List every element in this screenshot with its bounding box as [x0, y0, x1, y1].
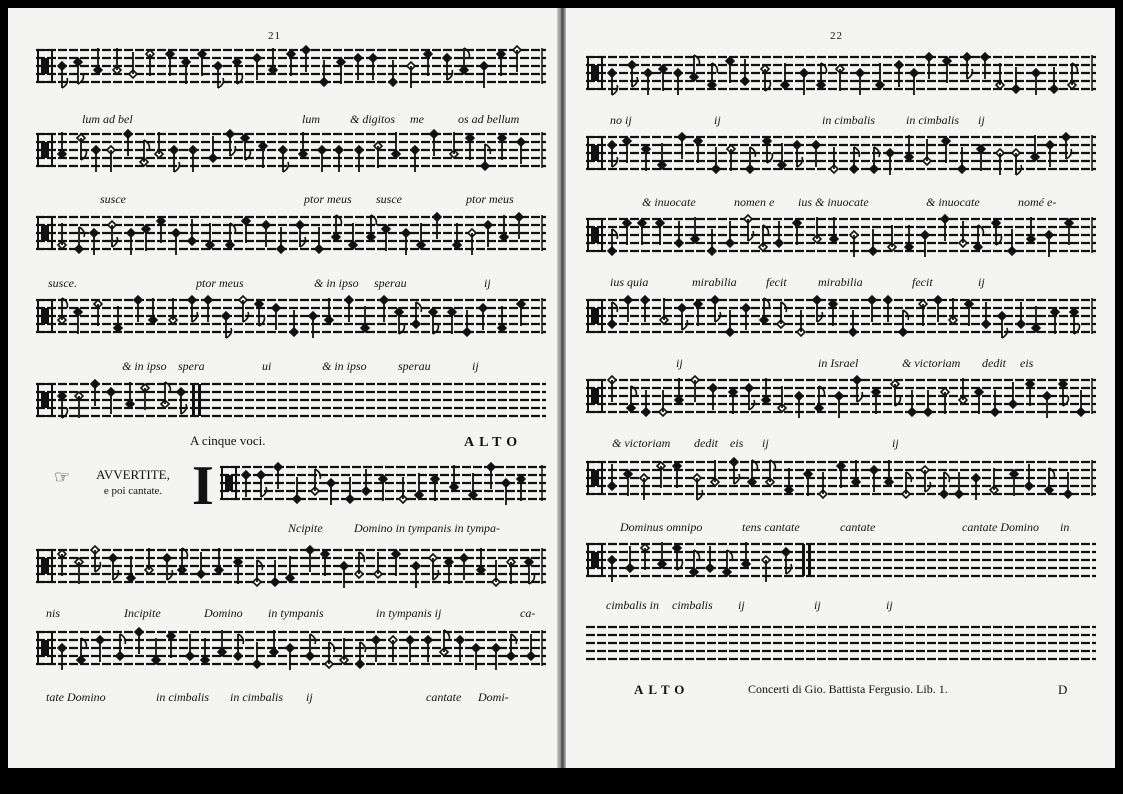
- lyric-syllable: in Israel: [818, 356, 859, 370]
- lyric-syllable: nomé e-: [1018, 195, 1057, 209]
- lyric-syllable: ptor meus: [196, 276, 244, 290]
- lyrics-line: [36, 112, 546, 130]
- lyrics-line: [36, 192, 546, 210]
- lyric-syllable: ij: [814, 598, 821, 612]
- lyrics-line: [586, 195, 1096, 213]
- lyric-syllable: & victoriam: [902, 356, 961, 370]
- staff: [36, 46, 546, 90]
- lyric-syllable: ij: [978, 275, 985, 289]
- lyric-syllable: & victoriam: [612, 436, 671, 450]
- staff: [220, 463, 546, 507]
- lyric-syllable: & in ipso: [314, 276, 359, 290]
- lyric-syllable: ius & inuocate: [798, 195, 869, 209]
- left-system-8: [36, 628, 546, 718]
- lyric-syllable: dedit: [982, 356, 1006, 370]
- lyric-syllable: sperau: [398, 359, 431, 373]
- lyric-syllable: susce: [100, 192, 126, 206]
- lyrics-line: [36, 359, 546, 377]
- lyric-syllable: in tympanis ij: [376, 606, 442, 620]
- lyric-syllable: cantate Domino: [962, 520, 1039, 534]
- lyric-syllable: susce: [376, 192, 402, 206]
- lyric-syllable: in: [1060, 520, 1070, 534]
- right-system-5: [586, 376, 1096, 466]
- lyric-syllable: ij: [762, 436, 769, 450]
- lyric-syllable: cimbalis in: [606, 598, 659, 612]
- lyric-syllable: fecit: [766, 275, 787, 289]
- staff: [36, 213, 546, 257]
- left-system-6: [220, 463, 546, 553]
- book-gutter: [557, 8, 566, 768]
- right-system-4: [586, 296, 1096, 386]
- staff: [36, 628, 546, 672]
- lyric-syllable: ca-: [520, 606, 536, 620]
- lyric-syllable: os ad bellum: [458, 112, 520, 126]
- lyric-syllable: Domino: [204, 606, 243, 620]
- decorated-initial: I: [192, 455, 214, 517]
- lyrics-line: [36, 276, 546, 294]
- lyric-syllable: in tympanis: [268, 606, 324, 620]
- lyric-syllable: lum: [302, 112, 320, 126]
- lyrics-line: [36, 690, 546, 708]
- lyric-syllable: nomen e: [734, 195, 775, 209]
- staff: [586, 540, 1096, 584]
- lyric-syllable: susce.: [48, 276, 77, 290]
- lyric-syllable: ij: [306, 690, 313, 704]
- lyric-syllable: & inuocate: [926, 195, 980, 209]
- right-page-number: 22: [830, 30, 843, 42]
- staff: [586, 296, 1096, 340]
- alto-part-label: ALTO: [464, 435, 523, 450]
- pointing-hand-icon: ☞: [54, 467, 71, 487]
- right-system-3: [586, 215, 1096, 305]
- lyric-syllable: no ij: [610, 113, 632, 127]
- lyrics-line: [586, 356, 1096, 374]
- avvertite-line-1: AVVERTITE,: [96, 467, 170, 482]
- lyrics-line: [586, 436, 1096, 454]
- lyric-syllable: ptor meus: [466, 192, 514, 206]
- staff: [36, 380, 546, 424]
- lyric-syllable: ptor meus: [304, 192, 352, 206]
- lyric-syllable: ij: [676, 356, 683, 370]
- right-system-6: [586, 458, 1096, 548]
- left-system-7: [36, 546, 546, 636]
- lyric-syllable: cantate: [426, 690, 462, 704]
- lyrics-line: [586, 520, 1096, 538]
- lyric-syllable: dedit: [694, 436, 718, 450]
- right-system-7: [586, 540, 1096, 630]
- left-page-number: 21: [268, 30, 281, 42]
- lyrics-line: [586, 598, 1096, 616]
- lyric-syllable: tens cantate: [742, 520, 800, 534]
- right-page: [566, 8, 1115, 768]
- lyric-syllable: cantate: [840, 520, 876, 534]
- staff: [586, 458, 1096, 502]
- left-system-3: [36, 213, 546, 303]
- avvertite-line-2: e poi cantate.: [103, 485, 163, 497]
- staff: [586, 215, 1096, 259]
- lyric-syllable: fecit: [912, 275, 933, 289]
- left-system-4: [36, 296, 546, 386]
- lyric-syllable: & inuocate: [642, 195, 696, 209]
- left-system-1: [36, 46, 546, 136]
- lyric-syllable: ius quia: [610, 275, 649, 289]
- lyric-syllable: ij: [892, 436, 899, 450]
- voices-heading: A cinque voci.: [190, 433, 266, 448]
- lyric-syllable: mirabilia: [818, 275, 863, 289]
- lyric-syllable: Incipite: [124, 606, 161, 620]
- right-system-1: [586, 53, 1096, 143]
- staff: [36, 296, 546, 340]
- left-system-5: [36, 380, 546, 430]
- lyric-syllable: eis: [1020, 356, 1034, 370]
- left-page: [8, 8, 557, 768]
- footer-signature: D: [1058, 682, 1068, 697]
- lyrics-line: [36, 606, 546, 624]
- left-system-2: [36, 130, 546, 220]
- right-system-2: [586, 133, 1096, 223]
- lyric-syllable: spera: [178, 359, 205, 373]
- lyric-syllable: cimbalis: [672, 598, 713, 612]
- lyric-syllable: nis: [46, 606, 61, 620]
- lyric-syllable: tate Domino: [46, 690, 106, 704]
- staff: [36, 130, 546, 174]
- lyric-syllable: ij: [978, 113, 985, 127]
- lyric-syllable: eis: [730, 436, 744, 450]
- lyric-syllable: ij: [886, 598, 893, 612]
- lyrics-line: [586, 113, 1096, 131]
- lyric-syllable: in cimbalis: [906, 113, 959, 127]
- lyric-syllable: Ncipite: [288, 521, 323, 535]
- lyric-syllable: & in ipso: [122, 359, 167, 373]
- avvertite-note: [80, 467, 186, 499]
- staff: [586, 376, 1096, 420]
- lyric-syllable: me: [410, 112, 424, 126]
- lyric-syllable: Dominus omnipo: [620, 520, 703, 534]
- lyric-syllable: ij: [738, 598, 745, 612]
- lyric-syllable: & in ipso: [322, 359, 367, 373]
- lyrics-line: [220, 521, 546, 539]
- staff: [36, 546, 546, 590]
- staff: [586, 623, 1096, 667]
- scan-border: [0, 768, 1123, 794]
- lyric-syllable: ij: [484, 276, 491, 290]
- footer-alto-label: ALTO: [634, 682, 690, 697]
- lyric-syllable: in cimbalis: [230, 690, 283, 704]
- footer-title: Concerti di Gio. Battista Fergusio. Lib. 1.: [748, 682, 948, 696]
- lyric-syllable: ij: [472, 359, 479, 373]
- lyric-syllable: ui: [262, 359, 272, 373]
- lyric-syllable: Domi-: [478, 690, 509, 704]
- lyric-syllable: in cimbalis: [822, 113, 875, 127]
- lyric-syllable: mirabilia: [692, 275, 737, 289]
- staff: [586, 53, 1096, 97]
- lyric-syllable: & digitos: [350, 112, 396, 126]
- lyric-syllable: ij: [714, 113, 721, 127]
- lyric-syllable: sperau: [374, 276, 407, 290]
- lyric-syllable: Domino in tympanis in tympa-: [354, 521, 500, 535]
- right-system-8-empty: [586, 623, 1096, 673]
- lyric-syllable: lum ad bel: [82, 112, 133, 126]
- lyrics-line: [586, 275, 1096, 293]
- lyric-syllable: in cimbalis: [156, 690, 209, 704]
- staff: [586, 133, 1096, 177]
